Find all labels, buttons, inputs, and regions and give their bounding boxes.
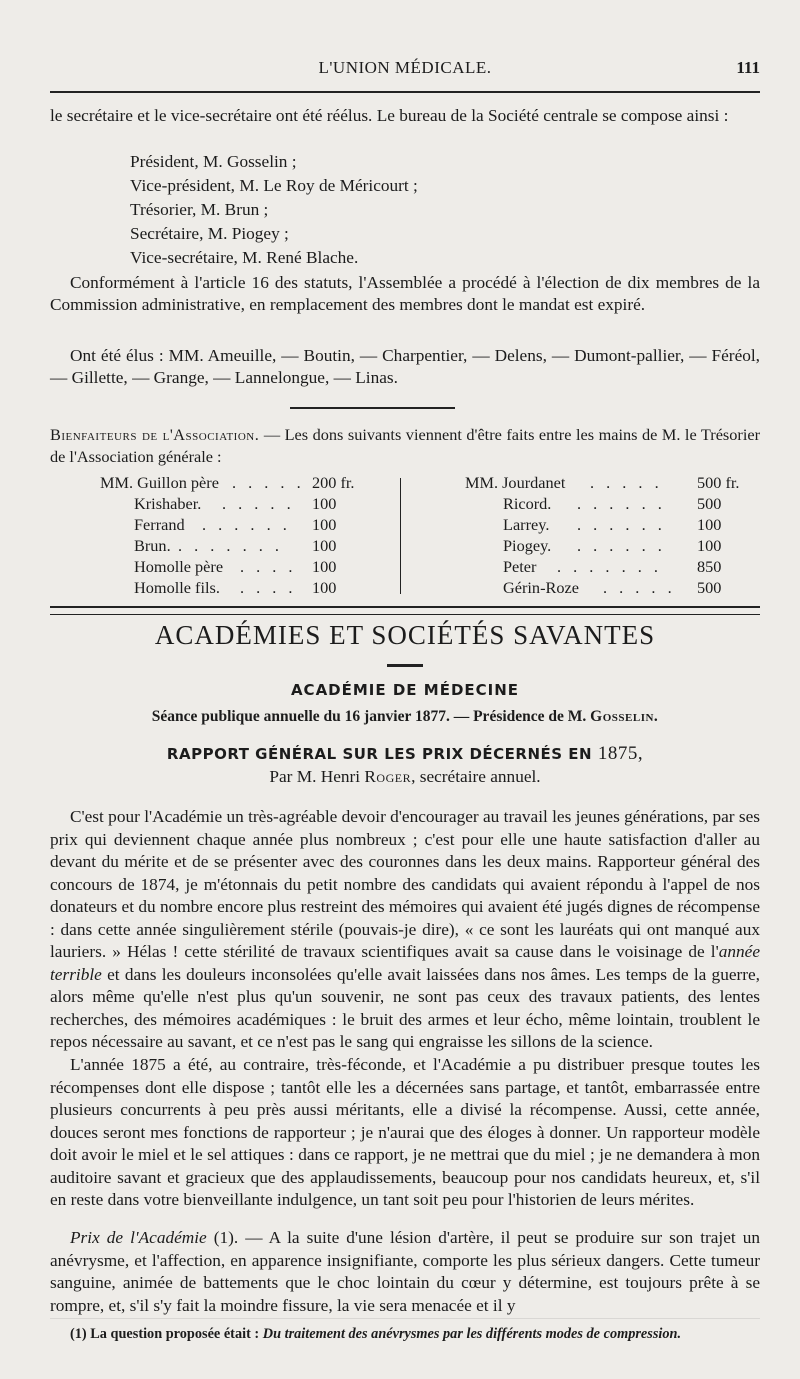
donor-amount: 200 fr. [312, 473, 355, 492]
donor-name: Krishaber. [134, 494, 202, 513]
donor-amount: 100 [312, 578, 337, 597]
report-year: 1875, [597, 743, 644, 764]
author-pre: Par M. Henri [269, 767, 365, 786]
donor-row [465, 493, 760, 514]
officer-president: Président, M. Gosselin ; [130, 152, 297, 171]
donors-right-column [465, 472, 760, 598]
commission-paragraph: Conformément à l'article 16 des statuts, l'Assemblée a procédé à l'élection de dix membres de la Commission administrative, en remplacement des membres dont le mandat est expiré. [50, 273, 760, 315]
donors-left-column [100, 472, 400, 598]
donor-name: Brun. [134, 536, 171, 555]
body-paragraph-3 [50, 1227, 760, 1317]
donor-leader: . . . . . . [577, 536, 666, 555]
donor-row [465, 556, 760, 577]
donor-name: Peter [503, 557, 537, 576]
donor-name: MM. Guillon père [100, 473, 219, 492]
donor-leader: . . . . [240, 557, 297, 576]
donor-leader: . . . . . [590, 473, 663, 492]
seance-president: Gosselin. [590, 708, 659, 725]
donor-amount: 100 [697, 536, 722, 555]
donor-row [465, 472, 760, 493]
section-double-rule [50, 606, 760, 615]
report-title-text: RAPPORT GÉNÉRAL SUR LES PRIX DÉCERNÉS EN [166, 745, 598, 763]
separator-rule [290, 407, 455, 409]
donor-leader: . . . . . . . [557, 557, 662, 576]
donor-amount: 850 [697, 557, 722, 576]
donor-leader: . . . . . . [577, 494, 666, 513]
donor-leader: . . . . . [222, 494, 295, 513]
officer-vice-secretary: Vice-secrétaire, M. René Blache. [130, 248, 359, 267]
footnote-rule [50, 1318, 760, 1319]
elected-paragraph: Ont été élus : MM. Ameuille, — Boutin, — Charpentier, — Delens, — Dumont-pallier, — Féréol, — Gillette, — Grange, — Lannelongue, — Linas. [50, 346, 760, 388]
body-paragraph-2: L'année 1875 a été, au contraire, très-féconde, et l'Académie a pu distribuer presque toutes les récompenses dont elle dispose ; tantôt elle les a décernées sans partage, et tantôt, embarrassée entre plusieurs concurrents à peu près aussi méritants, elle a divisé la récompense. Aussi, cette année, douces seront mes fonctions de rapporteur ; je n'aurai que des éloges à donner. Un rapporteur modèle doit avoir le miel et le sel attiques : dans ce rapport, je ne mettrai que du miel ; je ne demandera à mon auditoire savant et gracieux que des applaudissements, beaucoup pour nos candidats heureux, et, s'il en reste dans votre bienveillante indulgence, un tant soit peu pour l'historien de leurs mérites. [50, 1055, 760, 1209]
donor-amount: 100 [312, 515, 337, 534]
running-title: L'UNION MÉDICALE. [318, 58, 492, 77]
donor-name: Gérin-Roze [503, 578, 579, 597]
donor-amount: 100 [312, 536, 337, 555]
header-rule [50, 91, 760, 93]
body-italic: année terrible [50, 942, 760, 984]
donor-row [465, 577, 760, 598]
body-italic: Prix de l'Académie [70, 1228, 207, 1247]
officer-treasurer: Trésorier, M. Brun ; [130, 200, 269, 219]
donor-amount: 500 [697, 578, 722, 597]
section-ornament-rule [387, 664, 423, 667]
donor-name: Larrey. [503, 515, 550, 534]
donor-amount: 500 fr. [697, 473, 740, 492]
officer-vice-president: Vice-président, M. Le Roy de Méricourt ; [130, 176, 418, 195]
footnote-text: (1) La question proposée était : [70, 1326, 263, 1342]
seance-line [50, 708, 760, 726]
body-text: et dans les douleurs inconsolées qu'elle avait laissées dans nos âmes. Les temps de la guerre, alors même qu'elle n'est plus qu'un souvenir, ne sont pas ceux des travaux patients, des lentes recherches, des mémoires académiques : le bruit des armes et leur écho, même lointain, troublent le repos nécessaire au savant, et ce n'est pas le sang qui engraisse les sillons de la science. [50, 964, 760, 1051]
donor-amount: 500 [697, 494, 722, 513]
donor-row [465, 535, 760, 556]
donor-row [100, 535, 400, 556]
donor-row [100, 577, 400, 598]
donor-name: Ricord. [503, 494, 552, 513]
report-title [50, 743, 760, 765]
body-paragraph-1 [50, 806, 760, 1054]
officers-list [130, 150, 418, 270]
body-text: (1). — A la suite d'une lésion d'artère, il peut se produire sur son trajet un anévrysme, et l'affection, en apparence insignifiante, comporte les plus sérieux dangers. Cette tumeur sanguine, animée de battements que le choc lointain du cœur y détermine, est toujours prête à se rompre, et, s'il s'y fait la moindre fissure, la vie sera menacée et il y [50, 1228, 760, 1315]
running-head [50, 56, 760, 82]
benefactors-paragraph [50, 424, 760, 468]
donor-name: MM. Jourdanet [465, 473, 566, 492]
donor-name: Homolle père [134, 557, 224, 576]
report-author [50, 767, 760, 787]
academy-heading: ACADÉMIE DE MÉDECINE [290, 681, 520, 699]
donor-row [100, 556, 400, 577]
donor-leader: . . . . . . [202, 515, 291, 534]
footnote [50, 1324, 760, 1344]
donor-name: Piogey. [503, 536, 552, 555]
benefactors-text: — Les dons suivants viennent d'être faits entre les mains de M. le Trésorier de l'Association générale : [50, 425, 760, 466]
donor-leader: . . . . . [603, 578, 676, 597]
donor-leader: . . . . . . . [178, 536, 283, 555]
footnote-italic: Du traitement des anévrysmes par les différents modes de compression. [262, 1326, 682, 1342]
donor-leader: . . . . . [232, 473, 305, 492]
donor-leader: . . . . [240, 578, 297, 597]
donor-row [100, 493, 400, 514]
page-number: 111 [736, 58, 760, 77]
donor-row [100, 472, 400, 493]
intro-paragraph: le secrétaire et le vice-secrétaire ont été réélus. Le bureau de la Société centrale se compose ainsi : [50, 106, 729, 125]
donor-name: Ferrand [134, 515, 185, 534]
benefactors-heading: Bienfaiteurs de l'Association. [50, 425, 260, 444]
donor-leader: . . . . . . [577, 515, 666, 534]
donor-amount: 100 [697, 515, 722, 534]
donor-name: Homolle fils. [134, 578, 220, 597]
donors-table [50, 472, 760, 600]
donor-row [465, 514, 760, 535]
donors-divider [400, 478, 401, 594]
officer-secretary: Secrétaire, M. Piogey ; [130, 224, 289, 243]
body-text: C'est pour l'Académie un très-agréable devoir d'encourager au travail les jeunes générations, par ses prix qui deviennent chaque année plus nombreux ; c'est pour elle une haute satisfaction d'aller au devant du mérite et de se présenter avec des couronnes dans les deux mains. Rapporteur général des concours de 1874, je m'étonnais du petit nombre des candidats qui avaient répondu à l'appel de nos donateurs et du nombre encore plus restreint des mémoires qui avaient été jugés dignes de récompense : dans cette année singulièrement stérile (pouvais-je dire), « ce sont les lauréats qui ont manqué aux lauriers. » Hélas ! cette stérilité de travaux scientifiques avait sa cause dans le voisinage de l' [50, 807, 760, 961]
donor-amount: 100 [312, 557, 337, 576]
donor-amount: 100 [312, 494, 337, 513]
seance-text: Séance publique annuelle du 16 janvier 1877. — Présidence de M. [151, 708, 591, 725]
author-name: Roger [364, 767, 412, 786]
author-post: , secrétaire annuel. [411, 767, 541, 786]
donor-row [100, 514, 400, 535]
section-title: ACADÉMIES ET SOCIÉTÉS SAVANTES [154, 620, 656, 650]
